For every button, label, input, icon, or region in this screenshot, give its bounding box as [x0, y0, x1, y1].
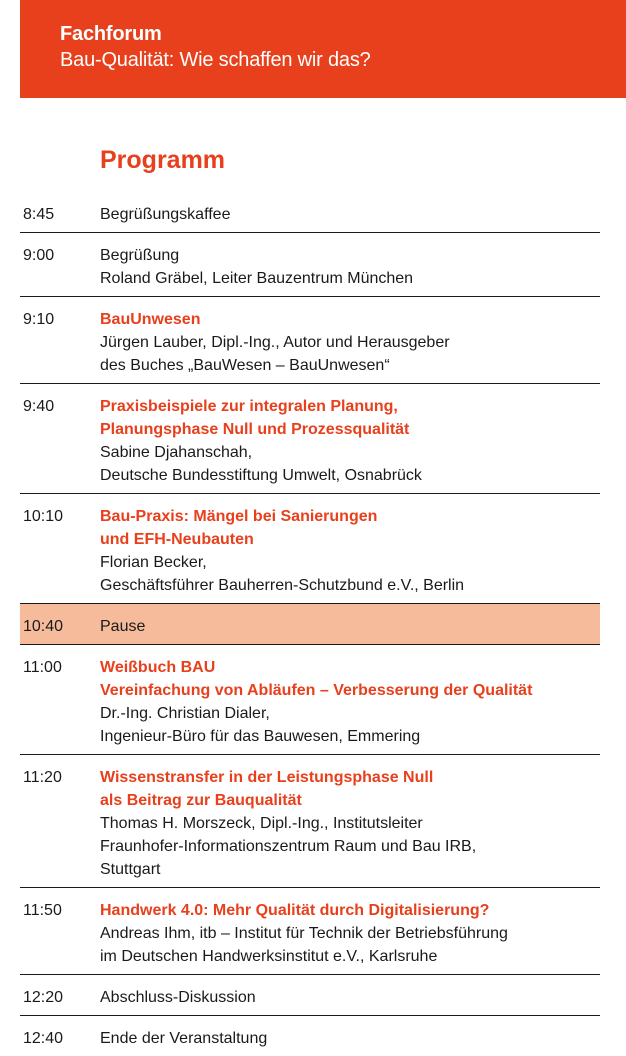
schedule-time: 12:40 — [23, 1030, 64, 1047]
session-title: Vereinfachung von Abläufen – Verbesserung der Qualität — [100, 682, 533, 699]
session-detail: Thomas H. Morszeck, Dipl.-Ing., Institutsleiter — [100, 815, 423, 832]
schedule-content — [100, 1016, 600, 1056]
schedule-time: 11:50 — [23, 902, 62, 919]
schedule-row — [20, 192, 600, 233]
session-title: Handwerk 4.0: Mehr Qualität durch Digitalisierung? — [100, 902, 490, 919]
session-detail: Pause — [100, 618, 146, 635]
session-title: Bau-Praxis: Mängel bei Sanierungen — [100, 508, 378, 525]
session-detail: Jürgen Lauber, Dipl.-Ing., Autor und Herausgeber — [100, 334, 450, 351]
schedule-time: 10:40 — [23, 618, 64, 635]
schedule-row-pause — [20, 604, 600, 645]
schedule-content — [100, 192, 600, 232]
event-subtitle: Bau-Qualität: Wie schaffen wir das? — [60, 49, 371, 71]
session-title: als Beitrag zur Bauqualität — [100, 792, 302, 809]
event-title: Fachforum — [60, 23, 162, 45]
schedule-time: 8:45 — [23, 206, 55, 223]
schedule-content — [100, 233, 600, 296]
session-title: Weißbuch BAU — [100, 659, 216, 676]
session-title: Wissenstransfer in der Leistungsphase Null — [100, 769, 434, 786]
session-detail: Florian Becker, — [100, 554, 207, 571]
schedule-time: 11:20 — [23, 769, 62, 786]
session-detail: Stuttgart — [100, 861, 161, 878]
program-heading: Programm — [100, 146, 226, 174]
session-detail: Begrüßung — [100, 247, 180, 264]
schedule-row — [20, 233, 600, 297]
schedule-time: 10:10 — [23, 508, 64, 525]
schedule-content — [100, 645, 600, 754]
schedule-time: 9:40 — [23, 398, 55, 415]
schedule-row — [20, 888, 600, 975]
header-banner — [20, 0, 626, 98]
session-detail: Sabine Djahanschah, — [100, 444, 253, 461]
schedule-row — [20, 1016, 600, 1056]
schedule-row — [20, 975, 600, 1016]
session-detail: Abschluss-Diskussion — [100, 989, 256, 1006]
schedule-content — [100, 888, 600, 974]
schedule-content — [100, 604, 600, 644]
schedule-content — [100, 384, 600, 493]
schedule-content — [100, 494, 600, 603]
session-title: Planungsphase Null und Prozessqualität — [100, 421, 410, 438]
session-title: BauUnwesen — [100, 311, 201, 328]
session-detail: Andreas Ihm, itb – Institut für Technik der Betriebsführung — [100, 925, 508, 942]
schedule-row — [20, 297, 600, 384]
session-detail: des Buches „BauWesen – BauUnwesen“ — [100, 357, 390, 374]
schedule-content — [100, 297, 600, 383]
schedule-row — [20, 755, 600, 888]
session-detail: Fraunhofer-Informationszentrum Raum und Bau IRB, — [100, 838, 477, 855]
schedule-row — [20, 645, 600, 755]
session-detail: Ingenieur-Büro für das Bauwesen, Emmering — [100, 728, 421, 745]
session-detail: Ende der Veranstaltung — [100, 1030, 268, 1047]
schedule-time: 11:00 — [23, 659, 62, 676]
schedule-row — [20, 384, 600, 494]
schedule-time: 9:10 — [23, 311, 55, 328]
schedule-time: 12:20 — [23, 989, 64, 1006]
session-detail: Dr.-Ing. Christian Dialer, — [100, 705, 270, 722]
session-detail: Deutsche Bundesstiftung Umwelt, Osnabrück — [100, 467, 422, 484]
schedule-row — [20, 494, 600, 604]
schedule-list — [20, 192, 600, 1056]
session-title: Praxisbeispiele zur integralen Planung, — [100, 398, 398, 415]
session-detail: im Deutschen Handwerksinstitut e.V., Karlsruhe — [100, 948, 438, 965]
session-detail: Begrüßungskaffee — [100, 206, 231, 223]
session-detail: Geschäftsführer Bauherren-Schutzbund e.V., Berlin — [100, 577, 465, 594]
schedule-content — [100, 755, 600, 887]
schedule-time: 9:00 — [23, 247, 55, 264]
session-detail: Roland Gräbel, Leiter Bauzentrum München — [100, 270, 414, 287]
session-title: und EFH-Neubauten — [100, 531, 254, 548]
schedule-content — [100, 975, 600, 1015]
